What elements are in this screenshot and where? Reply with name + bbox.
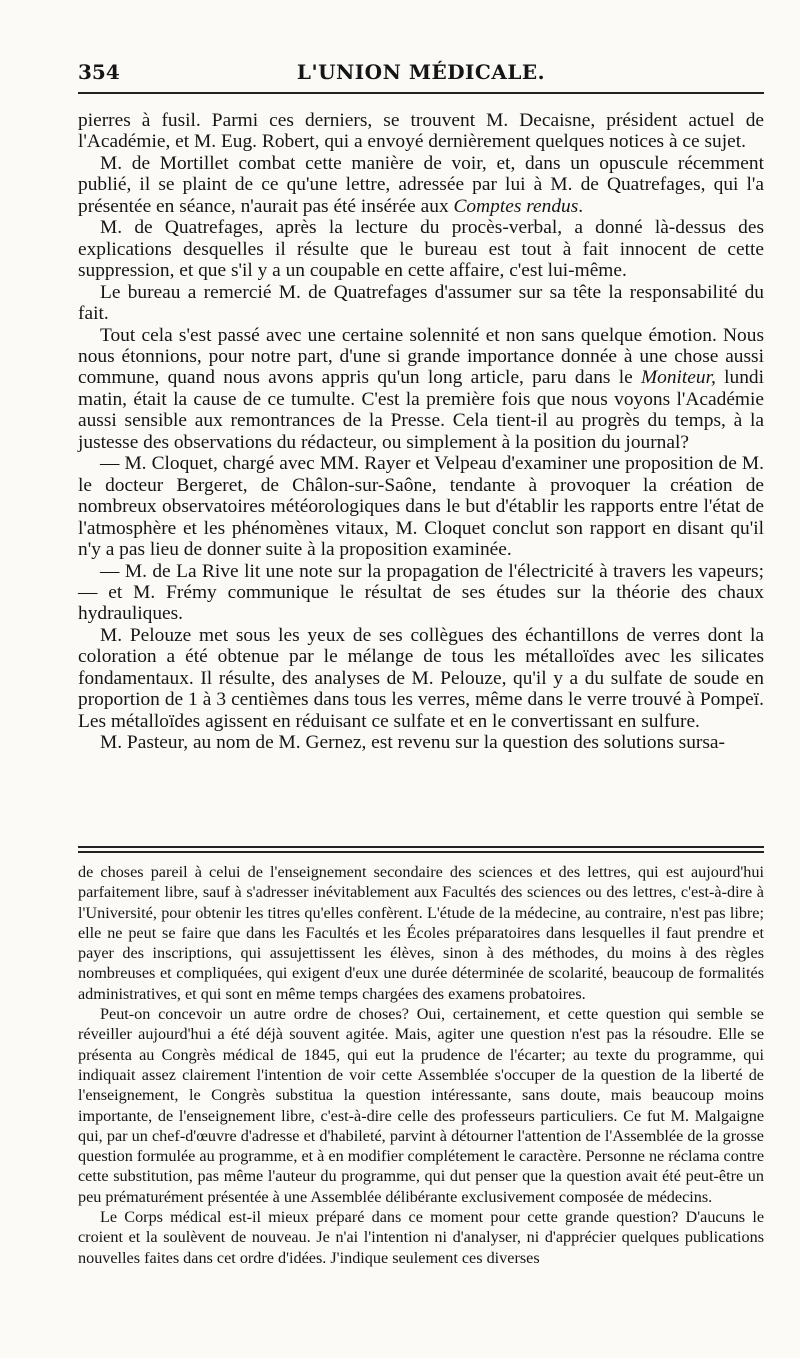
paragraph: M. Pasteur, au nom de M. Gernez, est revenu sur la question des solutions sursa- [100,732,725,754]
paragraph: Le Corps médical est-il mieux préparé dans ce moment pour cette grande question? D'aucuns le croient et la soulèvent de nouveau. Je n'ai l'intention ni d'analyser, ni d'apprécier quelques publications nouvelles faites dans cet ordre d'idées. J'indique seulement ces diverses [78,1208,764,1267]
journal-title: L'UNION MÉDICALE. [296,60,546,84]
italic-title: Comptes rendus [453,195,579,217]
paragraph: — M. Cloquet, chargé avec MM. Rayer et Velpeau d'examiner une proposition de M. le docteur Bergeret, de Châlon-sur-Saône, tendante à provoquer la création de nombreux observatoires météorologiques dans le but d'établir les rapports entre l'état de l'atmosphère et les phénomènes vitaux, M. Cloquet conclut son rapport en disant qu'il n'y a pas lieu de donner suite à la proposition examinée. [78,453,764,561]
paragraph-text: lundi matin, était la cause de ce tumulte. C'est la première fois que nous voyons l'Académie aussi sensible aux remontrances de la Presse. Cela tient-il au progrès du temps, à la justesse des observations du rédacteur, ou simplement à la position du journal? [78,367,764,453]
separator-rule-top [78,846,764,848]
feuilleton-column [78,862,764,1268]
paragraph: de choses pareil à celui de l'enseignement secondaire des sciences et des lettres, qui est aujourd'hui parfaitement libre, sauf à s'adresser inévitablement aux Facultés des sciences ou des lettres, c'est-à-dire à l'Université, pour obtenir les titres qu'elles confèrent. L'étude de la médecine, au contraire, n'est pas libre; elle ne peut se faire que dans les Facultés et les Écoles préparatoires dans lesquelles il faut prendre et payer des inscriptions, qui assujettissent les élèves, sinon à des méthodes, du moins à des règles nombreuses et compliquées, qui exigent d'eux une durée déterminée de scolarité, beaucoup de formalités administratives, et qui sont en même temps chargées des examens probatoires. [78,863,764,1003]
paragraph: pierres à fusil. Parmi ces derniers, se trouvent M. Decaisne, président actuel de l'Académie, et M. Eug. Robert, qui a envoyé dernièrement quelques notices à ce sujet. [78,110,764,153]
paragraph: — M. de La Rive lit une note sur la propagation de l'électricité à travers les vapeurs; — et M. Frémy communique le résultat de ses études sur la théorie des chaux hydrauliques. [78,560,764,625]
main-column [78,110,764,754]
paragraph-text: Tout cela s'est passé avec une certaine solennité et non sans quelque émotion. Nous nous étonnions, pour notre part, d'une si grande importance donnée à une chose aussi commune, quand nous avons appris qu'un long article, paru dans le [78,324,764,389]
paragraph: M. de Quatrefages, après la lecture du procès-verbal, a donné là-dessus des explications desquelles il résulte que le bureau est tout à fait innocent de cette suppression, et que s'il y a un coupable en cette affaire, c'est lui-même. [78,217,764,282]
paragraph-text: . [578,195,584,217]
header-rule [78,92,764,94]
paragraph-text: M. de Mortillet combat cette manière de voir, et, dans un opuscule récemment publié, il se plaint de ce qu'une lettre, adressée par lui à M. de Quatrefages, qui l'a présentée en séance, n'aurait pas été insérée aux [78,152,764,217]
page-number: 354 [78,60,120,84]
paragraph [78,325,764,454]
paragraph: Peut-on concevoir un autre ordre de choses? Oui, certainement, et cette question qui semble se réveiller aujourd'hui a été déjà souvent agitée. Mais, agiter une question n'est pas la résoudre. Elle se présenta au Congrès médical de 1845, qui eut la prudence de l'écarter; au texte du programme, qui indiquait assez clairement l'intention de voir cette Assemblée s'occuper de la question de la liberté de l'enseignement, le Congrès substitua la question intéressante, sans doute, mais beaucoup moins importante, de l'enseignement libre, c'est-à-dire celle des professeurs particuliers. Ce fut M. Malgaigne qui, par un chef-d'œuvre d'adresse et d'habileté, parvint à détourner l'attention de l'Assemblée de la grosse question formulée au programme, et à en modifier complétement le caractère. Personne ne réclama contre cette substitution, pas même l'auteur du programme, qui dut penser que la question avait été peut-être un peu prématurément présentée à une Assemblée délibérante exclusivement composée de médecins. [78,1005,764,1206]
paragraph: M. Pelouze met sous les yeux de ses collègues des échantillons de verres dont la coloration a été obtenue par le mélange de tous les métalloïdes avec les silicates fondamentaux. Il résulte, des analyses de M. Pelouze, qu'il y a du sulfate de soude en proportion de 1 à 3 centièmes dans tous les verres, même dans le verre trouvé à Pompeï. Les métalloïdes agissent en réduisant ce sulfate et en le convertissant en sulfure. [78,624,764,732]
separator-rule-bottom [78,851,764,853]
page-header [78,58,764,88]
paragraph: Le bureau a remercié M. de Quatrefages d'assumer sur sa tête la responsabilité du fait. [78,281,764,325]
italic-title: Moniteur, [640,367,716,389]
paragraph [78,153,764,217]
